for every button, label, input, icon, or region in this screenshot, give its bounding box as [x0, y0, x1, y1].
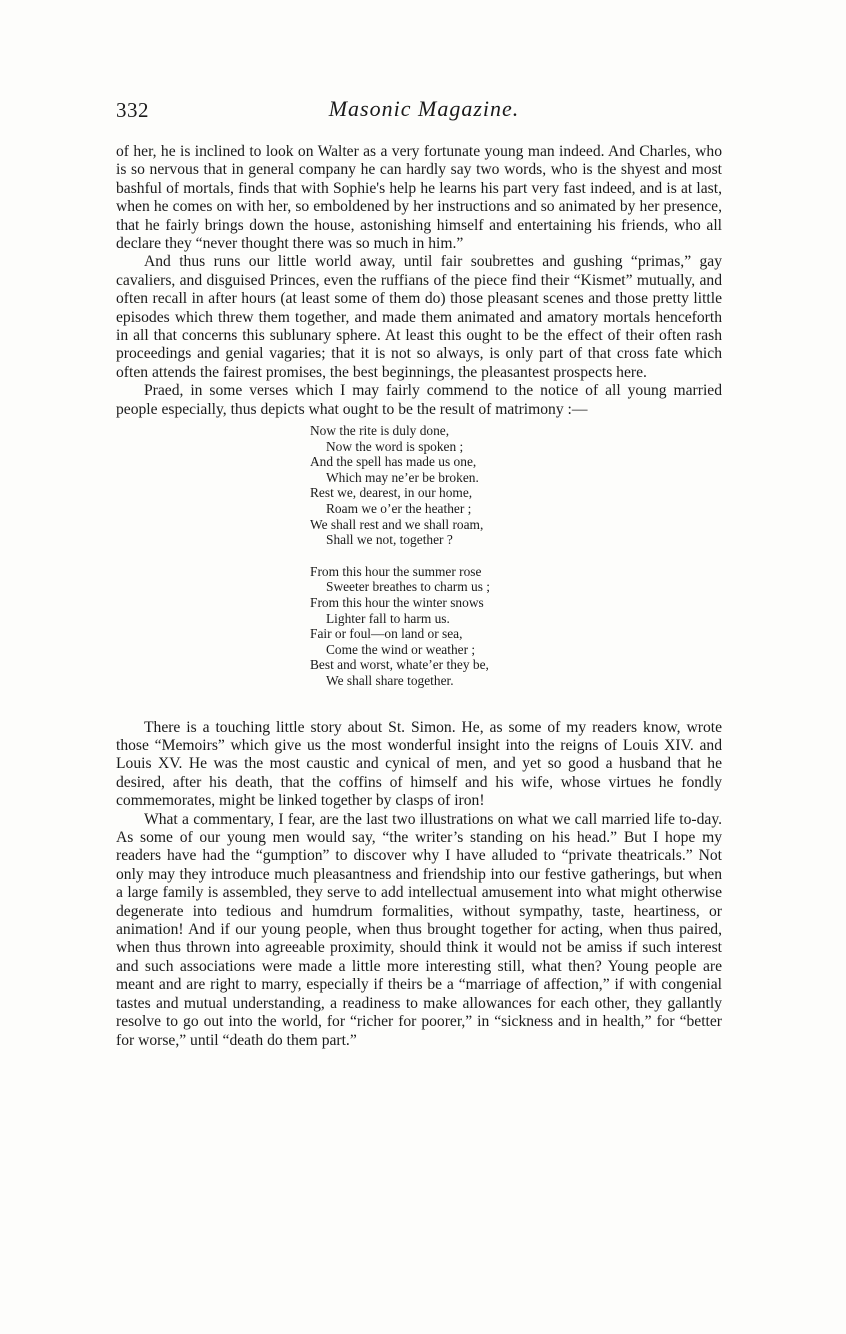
poem-line: Now the rite is duly done, — [310, 423, 450, 439]
poem-line: We shall rest and we shall roam, — [310, 516, 484, 532]
poem-line: Which may ne’er be broken. — [326, 469, 479, 485]
page-number: 332 — [116, 98, 149, 122]
poem-line: Best and worst, whate’er they be, — [310, 657, 489, 673]
paragraph: Praed, in some verses which I may fairly commend to the notice of all young married people especially, thus depicts what ought to be the result of matrimony :— — [116, 382, 722, 418]
poem-line: And the spell has made us one, — [310, 454, 477, 470]
poem-line: Lighter fall to harm us. — [326, 610, 450, 626]
page-header — [116, 98, 722, 128]
poem-line: Fair or foul—on land or sea, — [310, 626, 463, 642]
poem-line: From this hour the winter snows — [310, 595, 484, 611]
poem-line: We shall share together. — [326, 673, 454, 688]
poem-line: Sweeter breathes to charm us ; — [326, 579, 490, 595]
poem-line: Now the word is spoken ; — [326, 438, 464, 454]
poem-stanza — [310, 564, 722, 689]
section-gap — [116, 689, 722, 719]
poem — [310, 423, 722, 689]
poem-line: Come the wind or weather ; — [326, 641, 476, 657]
article-body — [116, 143, 722, 1050]
poem-stanza — [310, 423, 722, 548]
poem-line: Shall we not, together ? — [326, 532, 453, 548]
paragraph: What a commentary, I fear, are the last two illustrations on what we call married life to-day. As some of our young men would say, “the writer’s standing on his head.” But I hope my readers have had the “gumption” to discover why I have alluded to “private theatricals.” Not only may they introduce much pleasantness and friendship into our festive gatherings, but when a large family is assembled, they serve to add intellectual amusement into what might otherwise degenerate into tedious and humdrum formalities, without sympathy, taste, heartiness, or animation! And if our young people, when thus brought together for acting, when thus paired, when thus thrown into agreeable proximity, should think it would not be amiss if such interest and such associations were made a little more interesting still, what then? Young people are meant and are right to marry, especially if theirs be a “marriage of affection,” if with congenial tastes and mutual understanding, a readiness to make allowances for each other, they gallantly resolve to go out into the world, for “richer for poorer,” in “sickness and in health,” for “better for worse,” until “death do them part.” — [116, 810, 722, 1049]
running-title: Masonic Magazine. — [328, 96, 520, 121]
poem-line: Rest we, dearest, in our home, — [310, 485, 473, 501]
paragraph: And thus runs our little world away, until fair soubrettes and gushing “primas,” gay cavaliers, and disguised Princes, even the ruffians of the piece find their “Kismet” mutually, and often recall in after hours (at least some of them do) those pleasant scenes and those pretty little episodes which threw them together, and made them animated and amatory mortals henceforth in all that concerns this sublunary sphere. At least this ought to be the effect of their often rash proceedings and genial vagaries; that it is not so always, is only part of that cross fate which often attends the fairest promises, the best beginnings, the pleasantest prospects here. — [116, 253, 722, 381]
paragraph: of her, he is inclined to look on Walter as a very fortunate young man indeed. And Charles, who is so nervous that in general company he can hardly say two words, who is the shyest and most bashful of mortals, finds that with Sophie's help he learns his part very fast indeed, and is at last, when he comes on with her, so emboldened by her instructions and so animated by her presence, that he fairly brings down the house, astonishing himself and entertaining his friends, who all declare they “never thought there was so much in him.” — [116, 143, 722, 253]
poem-line: Roam we o’er the heather ; — [326, 501, 472, 517]
poem-line: From this hour the summer rose — [310, 563, 482, 579]
paragraph: There is a touching little story about St. Simon. He, as some of my readers know, wrote those “Memoirs” which give us the most wonderful insight into the reigns of Louis XIV. and Louis XV. He was the most caustic and cynical of men, and yet so good a husband that he desired, after his death, that the coffins of himself and his wife, whose virtues he fondly commemorates, might be linked together by clasps of iron! — [116, 718, 722, 810]
